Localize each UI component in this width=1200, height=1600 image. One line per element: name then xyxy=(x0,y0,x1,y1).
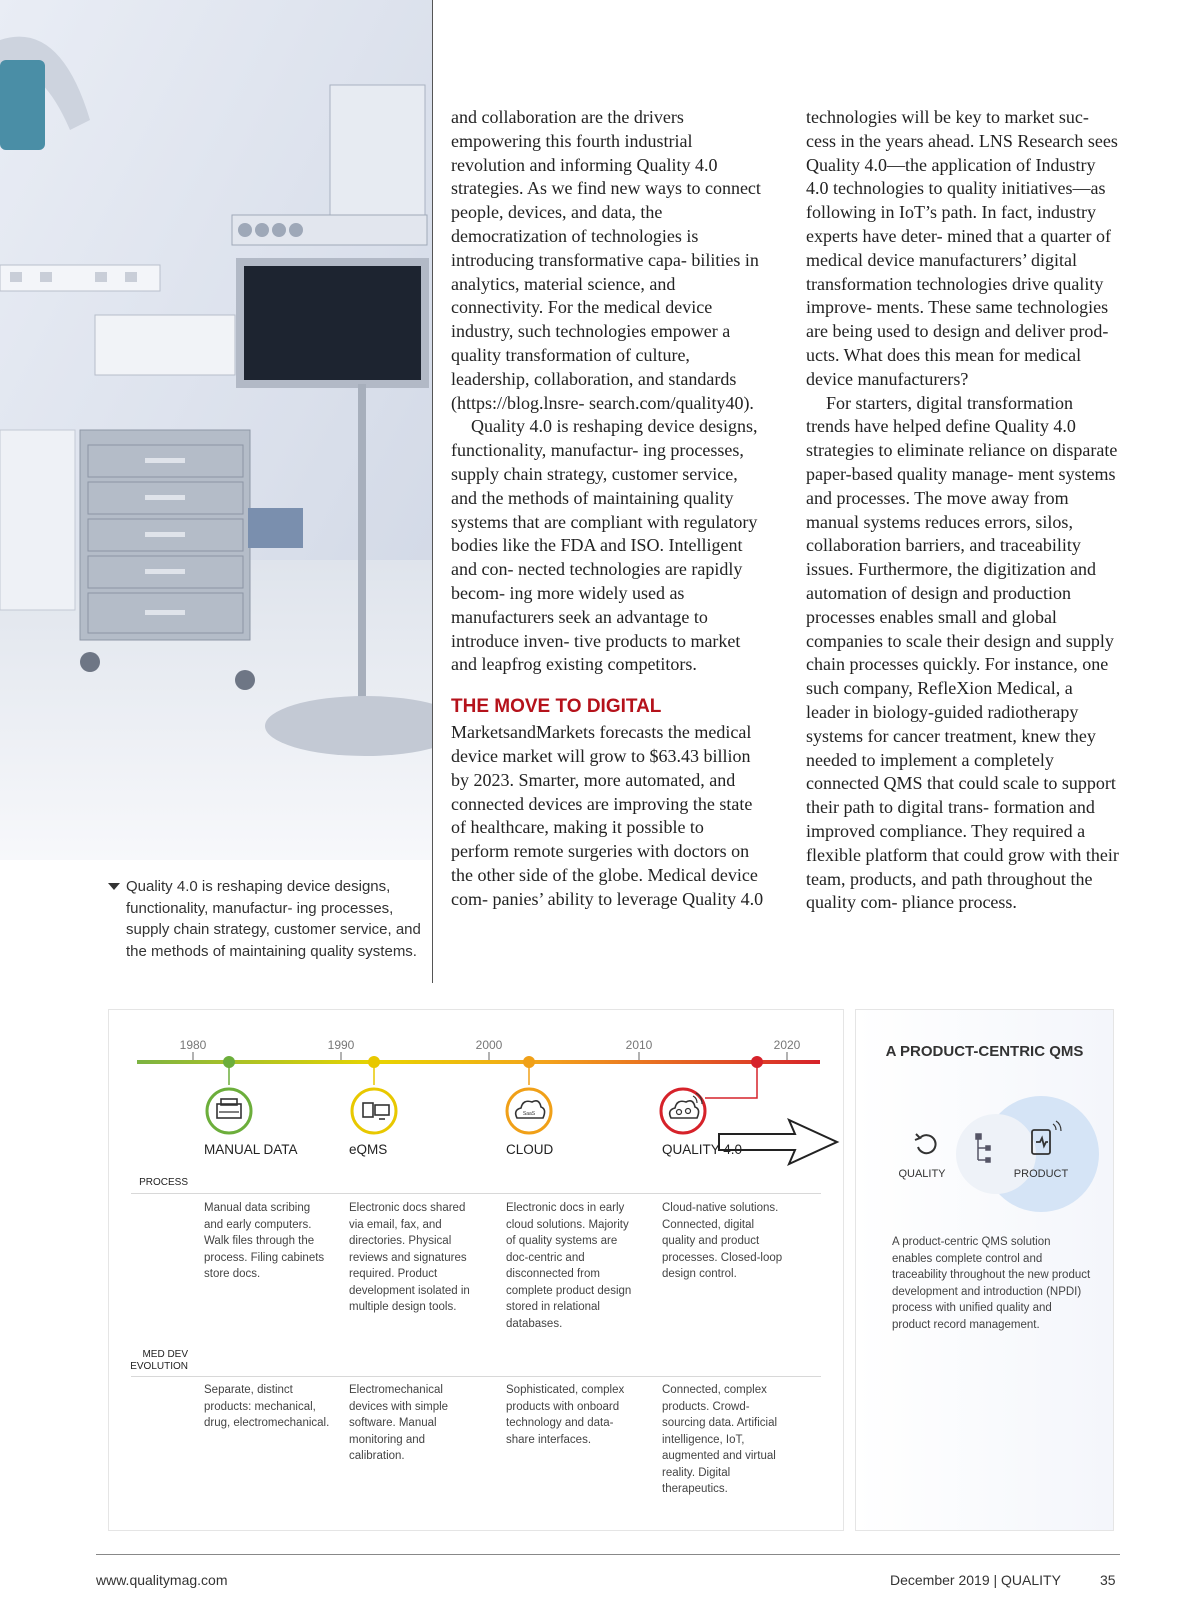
timeline-year: 2000 xyxy=(475,1038,503,1052)
article-paragraph: and collaboration are the drivers empowering this fourth industrial revolution and informing Quality 4.0 strategies. As we find new ways to connect people, devices, and data, the democratization of technologies is introducing transformative capa- bilities in analytics, material science, and connectivity. For the medical device industry, such technologies empower a quality transformation of culture, leadership, collaboration, and standards (https://blog.lnsre- search.com/quality40). xyxy=(451,107,761,413)
article-column-1 xyxy=(451,106,765,912)
med-dev-cell: Connected, complex products. Crowd-sourcing data. Artificial intelligence, IoT, augmented and virtual reality. Digital therapeutics. xyxy=(662,1384,778,1495)
footer-rule xyxy=(96,1554,1120,1555)
timeline-dot xyxy=(223,1056,235,1068)
row-label-process: PROCESS xyxy=(139,1177,188,1188)
process-cell: Electronic docs shared via email, fax, and directories. Physical reviews and signatures required. Product development isolated in multiple design tools. xyxy=(349,1202,470,1313)
article-paragraph: Quality 4.0 is reshaping device designs, functionality, manufactur- ing processes, supply chain strategy, customer service, and the methods of maintaining quality systems that are compliant with regulatory bodies like the FDA and ISO. Intelligent and con- nected technologies are rapidly becom- ing more widely used as manufacturers seek an advantage to introduce inven- tive products to market and leapfrog existing competitors. xyxy=(451,416,758,675)
column-divider xyxy=(432,0,433,983)
figure2-title: A PRODUCT-CENTRIC QMS xyxy=(885,1043,1084,1060)
product-centric-qms-figure xyxy=(855,1009,1114,1531)
product-label: PRODUCT xyxy=(1013,1168,1069,1180)
article-paragraph: technologies will be key to market suc- cess in the years ahead. LNS Research sees Quality 4.0—the application of Industry 4.0 technologies to quality initiatives—as following in IoT’s path. In fact, industry experts have deter- mined that a quarter of medical device manufacturers’ digital transformation technologies drive quality improve- ments. These same technologies are being used to design and deliver prod- ucts. What does this mean for medical device manufacturers? xyxy=(806,107,1118,389)
cloud-badge-label: SaaS xyxy=(522,1111,536,1117)
article-column-2 xyxy=(806,106,1120,915)
refresh-icon xyxy=(915,1134,936,1153)
quality-evolution-figure xyxy=(108,1009,844,1531)
stage-label: CLOUD xyxy=(506,1142,554,1157)
row-divider xyxy=(131,1376,821,1377)
article-paragraph: For starters, digital transformation trends have helped define Quality 4.0 strategies to eliminate reliance on disparate paper-based quality manage- ment systems and processes. The move away from manual systems reduces errors, silos, collaboration barriers, and traceability issues. Furthermore, the digitization and automation of design and production processes enables small and global companies to scale their design and supply chain processes quickly. For instance, one such company, RefleXion Medical, a leader in biology-guided radiotherapy systems for cancer treatment, knew they needed to implement a completely connected QMS that could scale to support their path to digital trans- formation and improved compliance. They required a flexible platform that could grow with their team, products, and path throughout the quality com- pliance process. xyxy=(806,392,1119,913)
timeline-dot xyxy=(751,1056,763,1068)
photo-caption: Quality 4.0 is reshaping device designs, functionality, manufactur- ing processes, supply chain strategy, customer service, and the methods of maintaining quality systems. xyxy=(108,876,426,962)
stage-label: eQMS xyxy=(349,1142,388,1157)
process-cell: Electronic docs in early cloud solutions. Majority of quality systems are doc-centric and disconnected from complete product design stored in relational databases. xyxy=(506,1202,632,1330)
footer-url[interactable]: www.qualitymag.com xyxy=(96,1572,228,1588)
page-number: 35 xyxy=(1100,1572,1116,1588)
article-paragraph: MarketsandMarkets forecasts the medical device market will grow to $63.43 billion by 2023. Smarter, more automated, and connected devices are improving the state of healthcare, making it possible to perform remote surgeries with doctors on the other side of the globe. Medical device com- panies’ ability to leverage Quality 4.0 xyxy=(451,722,764,909)
cloud-icon xyxy=(507,1089,551,1133)
row-label-med-dev: MED DEV EVOLUTION xyxy=(130,1349,188,1372)
connected-cloud-icon xyxy=(661,1089,705,1133)
computer-icon xyxy=(352,1089,396,1133)
process-cell: Manual data scribing and early computers. Walk files through the process. Filing cabinets store docs. xyxy=(204,1202,325,1280)
stage-label: MANUAL DATA xyxy=(204,1142,298,1157)
timeline-year: 2010 xyxy=(625,1038,653,1052)
timeline-year: 1990 xyxy=(327,1038,355,1052)
footer-issue: December 2019 | QUALITY xyxy=(890,1572,1061,1588)
timeline-dot xyxy=(368,1056,380,1068)
quality-label: QUALITY xyxy=(898,1168,946,1180)
figure2-description: A product-centric QMS solution enables complete control and traceability throughout the new product development and introduction (NPDI) process with unified quality and product record management. xyxy=(892,1236,1091,1331)
typewriter-icon xyxy=(207,1089,251,1133)
timeline-dot xyxy=(523,1056,535,1068)
operating-room-photo xyxy=(0,0,432,860)
caption-triangle-icon xyxy=(108,883,120,890)
timeline-year: 1980 xyxy=(179,1038,207,1052)
section-heading: THE MOVE TO DIGITAL xyxy=(451,696,662,718)
timeline-year: 2020 xyxy=(773,1038,801,1052)
med-dev-cell: Electromechanical devices with simple software. Manual monitoring and calibration. xyxy=(349,1384,449,1462)
med-dev-cell: Sophisticated, complex products with onboard technology and data-share interfaces. xyxy=(506,1384,625,1446)
timeline-bar xyxy=(137,1060,820,1064)
row-divider xyxy=(131,1193,821,1194)
med-dev-cell: Separate, distinct products: mechanical, drug, electromechanical. xyxy=(204,1384,330,1429)
stage-label: QUALITY 4.0 xyxy=(662,1142,743,1157)
process-cell: Cloud-native solutions. Connected, digital quality and product processes. Closed-loop design control. xyxy=(662,1202,783,1280)
